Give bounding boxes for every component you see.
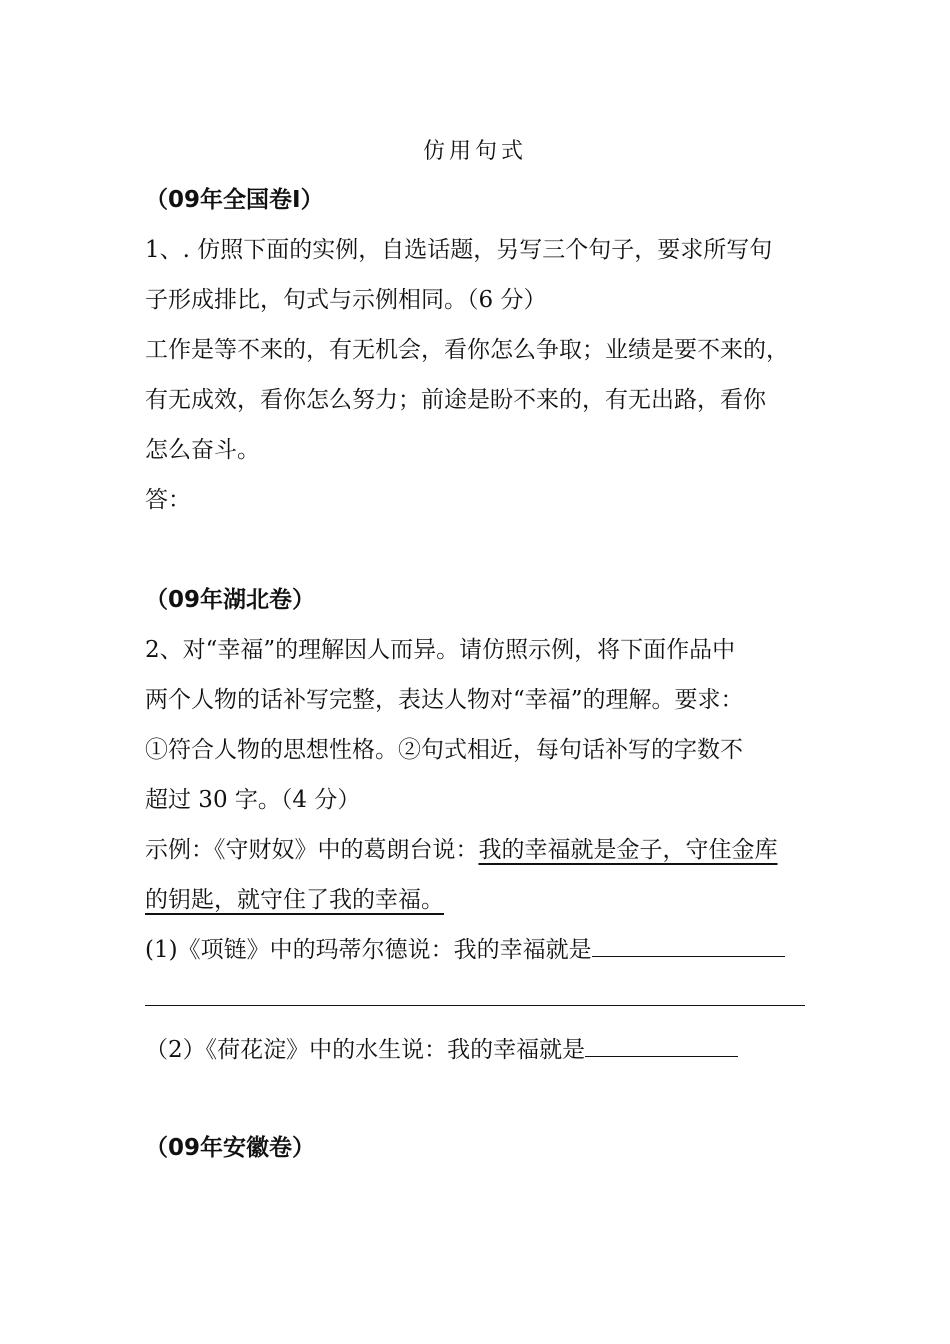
question-1-line-2: 子形成排比，句式与示例相同。（6 分）: [145, 287, 547, 313]
example-2-underlined-text-2: 的钥匙，就守住了我的幸福。: [145, 887, 444, 913]
example-1-line-3: 怎么奋斗。: [145, 437, 260, 463]
section-heading-quanguo: （09年全国卷Ⅰ）: [145, 187, 324, 213]
example-1-line-2: 有无成效，看你怎么努力；前途是盼不来的，有无出路，看你: [145, 387, 766, 413]
question-1-line-1: 1、. 仿照下面的实例，自选话题，另写三个句子，要求所写句: [145, 237, 773, 263]
answer-label: 答：: [145, 487, 191, 513]
question-2-line-1: 2、对“幸福”的理解因人而异。请仿照示例，将下面作品中: [145, 637, 736, 663]
example-1-line-1: 工作是等不来的，有无机会，看你怎么争取；业绩是要不来的，: [145, 337, 789, 363]
item-1-line: [145, 934, 785, 966]
example-2-line-1: [145, 834, 778, 866]
question-2-line-2: 两个人物的话补写完整，表达人物对“幸福”的理解。要求：: [145, 687, 744, 713]
example-2-prefix: 示例：《守财奴》中的葛朗台说：: [145, 837, 479, 863]
section-heading-hubei: （09年湖北卷）: [145, 587, 316, 613]
item-1-answer-blank[interactable]: [592, 934, 785, 957]
item-2-line: [145, 1034, 738, 1066]
item-1-text: (1)《项链》中的玛蒂尔德说：我的幸福就是: [145, 937, 592, 963]
item-2-text: （2）《荷花淀》中的水生说：我的幸福就是: [145, 1037, 586, 1063]
question-2-line-4: 超过 30 字。（4 分）: [145, 787, 361, 813]
section-heading-anhui: （09年安徽卷）: [145, 1135, 316, 1161]
example-2-underlined-text-1: 我的幸福就是金子，守住金库: [478, 837, 778, 863]
item-2-answer-blank[interactable]: [585, 1034, 738, 1057]
question-2-line-3: ①符合人物的思想性格。②句式相近，每句话补写的字数不: [145, 737, 743, 763]
example-2-line-2: [145, 884, 444, 916]
item-1-answer-line-2[interactable]: [145, 1005, 805, 1006]
page-title: 仿用句式: [422, 139, 527, 164]
